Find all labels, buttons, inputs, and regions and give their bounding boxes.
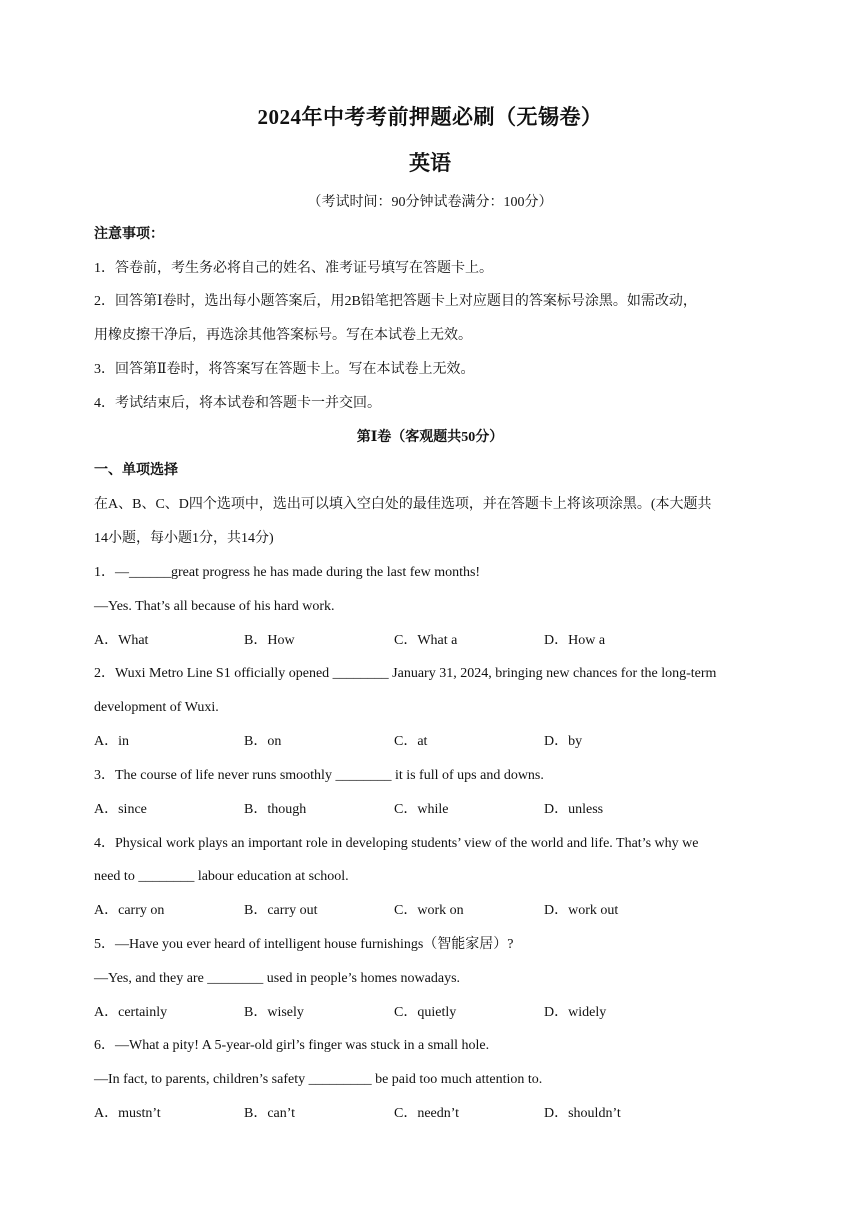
question-1-options — [94, 632, 774, 650]
page-title: 2024年中考考前押题必刷（无锡卷） — [257, 105, 603, 129]
option-d: D．unless — [544, 802, 604, 817]
part-heading: 一、单项选择 — [94, 463, 178, 478]
notice-item: 1．答卷前，考生务必将自己的姓名、准考证号填写在答题卡上。 — [94, 261, 493, 276]
question-5-stem: 5．—Have you ever heard of intelligent house furnishings（智能家居）? — [94, 937, 514, 952]
option-c: C．at — [394, 734, 428, 749]
question-5-reply: —Yes, and they are ________ used in people’s homes nowadays. — [94, 971, 461, 986]
option-d: D．widely — [544, 1005, 607, 1020]
option-b: B．though — [244, 802, 307, 817]
notice-item: 2．回答第Ⅰ卷时，选出每小题答案后，用2B铅笔把答题卡上对应题目的答案标号涂黑。如需改动， — [94, 294, 697, 309]
option-c: C．quietly — [394, 1005, 457, 1020]
question-6-reply: —In fact, to parents, children’s safety _________ be paid too much attention to. — [94, 1072, 543, 1087]
notice-item: 用橡皮擦干净后，再选涂其他答案标号。写在本试卷上无效。 — [94, 328, 472, 343]
option-c: C．work on — [394, 903, 464, 918]
option-a: A．since — [94, 802, 147, 817]
option-d: D．shouldn’t — [544, 1106, 621, 1121]
option-d: D．work out — [544, 903, 619, 918]
instruction-line: 在A、B、C、D四个选项中，选出可以填入空白处的最佳选项，并在答题卡上将该项涂黑。(本大题共 — [94, 497, 712, 512]
exam-info: （考试时间：90分钟试卷满分：100分） — [307, 195, 553, 210]
question-2-stem-cont: development of Wuxi. — [94, 700, 219, 715]
option-d: D．by — [544, 734, 583, 749]
section-title: 第Ⅰ卷（客观题共50分） — [356, 430, 504, 445]
option-c: C．while — [394, 802, 449, 817]
question-6-options — [94, 1105, 774, 1123]
option-b: B．on — [244, 734, 282, 749]
question-2-options — [94, 733, 774, 751]
option-b: B．carry out — [244, 903, 318, 918]
instruction-line: 14小题，每小题1分，共14分) — [94, 531, 274, 546]
question-2-stem: 2．Wuxi Metro Line S1 officially opened ________ January 31, 2024, bringing new chances for the long-term — [94, 666, 717, 681]
question-1-stem: 1．—______great progress he has made during the last few months! — [94, 565, 481, 580]
option-b: B．can’t — [244, 1106, 296, 1121]
question-4-stem: 4．Physical work plays an important role in developing students’ view of the world and life. That’s why we — [94, 836, 699, 851]
question-5-options — [94, 1004, 774, 1022]
option-a: A．in — [94, 734, 129, 749]
option-a: A．mustn’t — [94, 1106, 161, 1121]
notice-item: 3．回答第Ⅱ卷时，将答案写在答题卡上。写在本试卷上无效。 — [94, 362, 475, 377]
option-c: C．needn’t — [394, 1106, 460, 1121]
notice-item: 4．考试结束后，将本试卷和答题卡一并交回。 — [94, 396, 381, 411]
notice-heading: 注意事项： — [94, 227, 164, 242]
option-a: A．certainly — [94, 1005, 168, 1020]
option-b: B．wisely — [244, 1005, 304, 1020]
option-d: D．How a — [544, 633, 606, 648]
question-4-options — [94, 902, 774, 920]
option-a: A．What — [94, 633, 149, 648]
option-c: C．What a — [394, 633, 458, 648]
question-1-reply: —Yes. That’s all because of his hard work. — [94, 599, 335, 614]
option-a: A．carry on — [94, 903, 165, 918]
subject-title: 英语 — [409, 151, 451, 175]
question-3-stem: 3．The course of life never runs smoothly ________ it is full of ups and downs. — [94, 768, 544, 783]
question-3-options — [94, 801, 774, 819]
question-4-stem-cont: need to ________ labour education at school. — [94, 869, 349, 884]
question-6-stem: 6．—What a pity! A 5-year-old girl’s finger was stuck in a small hole. — [94, 1038, 490, 1053]
option-b: B．How — [244, 633, 295, 648]
